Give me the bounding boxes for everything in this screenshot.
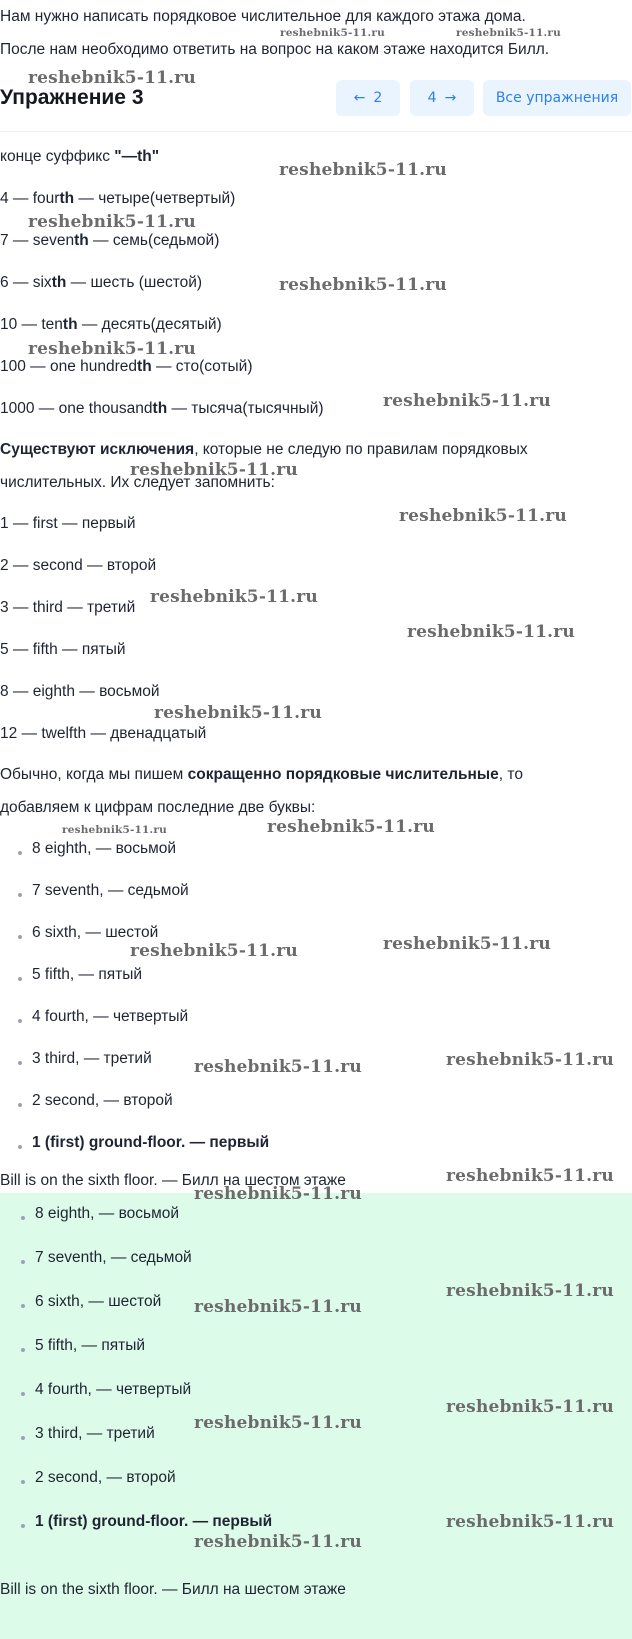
arrow-right-icon: →: [444, 90, 457, 106]
list-item: 5 fifth, — пятый: [32, 966, 143, 983]
watermark: reshebnik5-11.ru: [399, 506, 567, 526]
list-bullet: [21, 1260, 25, 1264]
intro-line-2: После нам необходимо ответить на вопрос на каком этаже находится Билл.: [0, 41, 550, 58]
short-form-bold: сокращенно порядковые числительные: [187, 766, 499, 783]
short-form-paragraph: [0, 766, 523, 784]
watermark: reshebnik5-11.ru: [267, 817, 435, 837]
prev-exercise-label: 2: [373, 90, 383, 106]
list-bullet: [21, 1436, 25, 1440]
panel-list-item: 8 eighth, — восьмой: [35, 1205, 180, 1222]
ordinal-row-translation: — четыре(четвертый): [74, 190, 236, 207]
all-exercises-button[interactable]: [483, 80, 631, 116]
panel-list-item: 7 seventh, — седьмой: [35, 1249, 192, 1266]
list-bullet: [18, 1103, 22, 1107]
ordinal-row-suffix: th: [59, 190, 75, 207]
exceptions-rest: , которые не следую по правилам порядковых: [194, 441, 528, 458]
panel-list-item: 4 fourth, — четвертый: [35, 1381, 192, 1398]
ordinal-row-number: 6 — six: [0, 274, 52, 291]
ordinal-row-number: 4 — four: [0, 190, 60, 207]
suffix-line: [0, 148, 159, 166]
ordinal-row-translation: — тысяча(тысячный): [167, 400, 324, 417]
ordinal-row-translation: — сто(сотый): [151, 358, 253, 375]
exception-row: 2 — second — второй: [0, 557, 157, 574]
ordinal-row: [0, 316, 222, 334]
watermark: reshebnik5-11.ru: [456, 27, 561, 39]
list-bullet: [18, 851, 22, 855]
list-bullet: [21, 1348, 25, 1352]
panel-list-item: 3 third, — третий: [35, 1425, 155, 1442]
list-item: 8 eighth, — восьмой: [32, 840, 177, 857]
intro-line-1: Нам нужно написать порядковое числительное для каждого этажа дома.: [0, 8, 526, 25]
watermark: reshebnik5-11.ru: [194, 1413, 362, 1433]
exception-row: 1 — first — первый: [0, 515, 136, 532]
list-bullet: [21, 1304, 25, 1308]
short-form-line-2: добавляем к цифрам последние две буквы:: [0, 799, 316, 816]
suffix-th: "—th": [114, 148, 160, 165]
list-bullet: [21, 1480, 25, 1484]
list-bullet: [18, 1145, 22, 1149]
arrow-left-icon: ←: [353, 90, 366, 106]
watermark: reshebnik5-11.ru: [28, 68, 196, 88]
list-bullet: [18, 1019, 22, 1023]
panel-list-item: 6 sixth, — шестой: [35, 1293, 162, 1310]
page-title: Упражнение 3: [0, 86, 144, 109]
panel-answer-line: Bill is on the sixth floor. — Билл на шестом этаже: [0, 1581, 346, 1598]
ordinal-row: [0, 232, 219, 250]
exception-row: 12 — twelfth — двенадцатый: [0, 725, 207, 742]
short-form-tail: , то: [498, 766, 523, 783]
watermark: reshebnik5-11.ru: [383, 934, 551, 954]
watermark: reshebnik5-11.ru: [150, 587, 318, 607]
exception-row: 3 — third — третий: [0, 599, 136, 616]
list-bullet: [18, 893, 22, 897]
ordinal-row-number: 10 — ten: [0, 316, 63, 333]
watermark: reshebnik5-11.ru: [194, 1297, 362, 1317]
ordinal-row: [0, 274, 202, 292]
watermark: reshebnik5-11.ru: [154, 703, 322, 723]
watermark: reshebnik5-11.ru: [446, 1397, 614, 1417]
watermark: reshebnik5-11.ru: [62, 824, 167, 836]
watermark: reshebnik5-11.ru: [28, 212, 196, 232]
suffix-line-text: конце суффикс: [0, 148, 115, 165]
ordinal-row-suffix: th: [152, 400, 168, 417]
ordinal-row: [0, 190, 235, 208]
answer-line: Bill is on the sixth floor. — Билл на шестом этаже: [0, 1172, 346, 1189]
panel-list-item-last: 1 (first) ground-floor. — первый: [35, 1513, 273, 1530]
list-item-last: 1 (first) ground-floor. — первый: [32, 1134, 270, 1151]
list-bullet: [18, 935, 22, 939]
watermark: reshebnik5-11.ru: [194, 1532, 362, 1552]
ordinal-row-suffix: th: [62, 316, 78, 333]
watermark: reshebnik5-11.ru: [446, 1512, 614, 1532]
next-exercise-button[interactable]: [410, 80, 474, 116]
panel-list-item: 5 fifth, — пятый: [35, 1337, 146, 1354]
list-item: 2 second, — второй: [32, 1092, 173, 1109]
list-bullet: [18, 977, 22, 981]
prev-exercise-button[interactable]: [336, 80, 400, 116]
panel-list-item: 2 second, — второй: [35, 1469, 176, 1486]
list-bullet: [21, 1524, 25, 1528]
watermark: reshebnik5-11.ru: [446, 1166, 614, 1186]
watermark: reshebnik5-11.ru: [407, 622, 575, 642]
ordinal-row-suffix: th: [51, 274, 67, 291]
next-exercise-label: 4: [427, 90, 437, 106]
ordinal-row-translation: — шесть (шестой): [66, 274, 203, 291]
exceptions-line-2: числительных. Их следует запомнить:: [0, 474, 275, 491]
list-bullet: [21, 1392, 25, 1396]
exception-row: 8 — eighth — восьмой: [0, 683, 160, 700]
watermark: reshebnik5-11.ru: [194, 1057, 362, 1077]
watermark: reshebnik5-11.ru: [279, 160, 447, 180]
watermark: reshebnik5-11.ru: [28, 339, 196, 359]
ordinal-row-translation: — десять(десятый): [77, 316, 222, 333]
ordinal-row: [0, 358, 253, 376]
short-form-text: Обычно, когда мы пишем: [0, 766, 188, 783]
watermark: reshebnik5-11.ru: [446, 1050, 614, 1070]
watermark: reshebnik5-11.ru: [279, 275, 447, 295]
watermark: reshebnik5-11.ru: [130, 941, 298, 961]
ordinal-row: [0, 400, 324, 418]
list-item: 7 seventh, — седьмой: [32, 882, 189, 899]
list-item: 6 sixth, — шестой: [32, 924, 159, 941]
watermark: reshebnik5-11.ru: [280, 27, 385, 39]
list-bullet: [21, 1216, 25, 1220]
watermark: reshebnik5-11.ru: [383, 391, 551, 411]
watermark: reshebnik5-11.ru: [194, 1184, 362, 1204]
header-divider: [0, 131, 632, 132]
exceptions-paragraph: [0, 441, 528, 459]
ordinal-row-suffix: th: [137, 358, 152, 375]
list-bullet: [18, 1061, 22, 1065]
list-item: 3 third, — третий: [32, 1050, 152, 1067]
exceptions-bold: Существуют исключения: [0, 441, 195, 458]
all-exercises-label: Все упражнения: [495, 90, 619, 106]
watermark: reshebnik5-11.ru: [446, 1281, 614, 1301]
ordinal-row-number: 1000 — one thousand: [0, 400, 153, 417]
exception-row: 5 — fifth — пятый: [0, 641, 126, 658]
ordinal-row-suffix: th: [74, 232, 89, 249]
ordinal-row-translation: — семь(седьмой): [88, 232, 220, 249]
watermark: reshebnik5-11.ru: [130, 460, 298, 480]
list-item: 4 fourth, — четвертый: [32, 1008, 189, 1025]
ordinal-row-number: 7 — seven: [0, 232, 75, 249]
ordinal-row-number: 100 — one hundred: [0, 358, 138, 375]
